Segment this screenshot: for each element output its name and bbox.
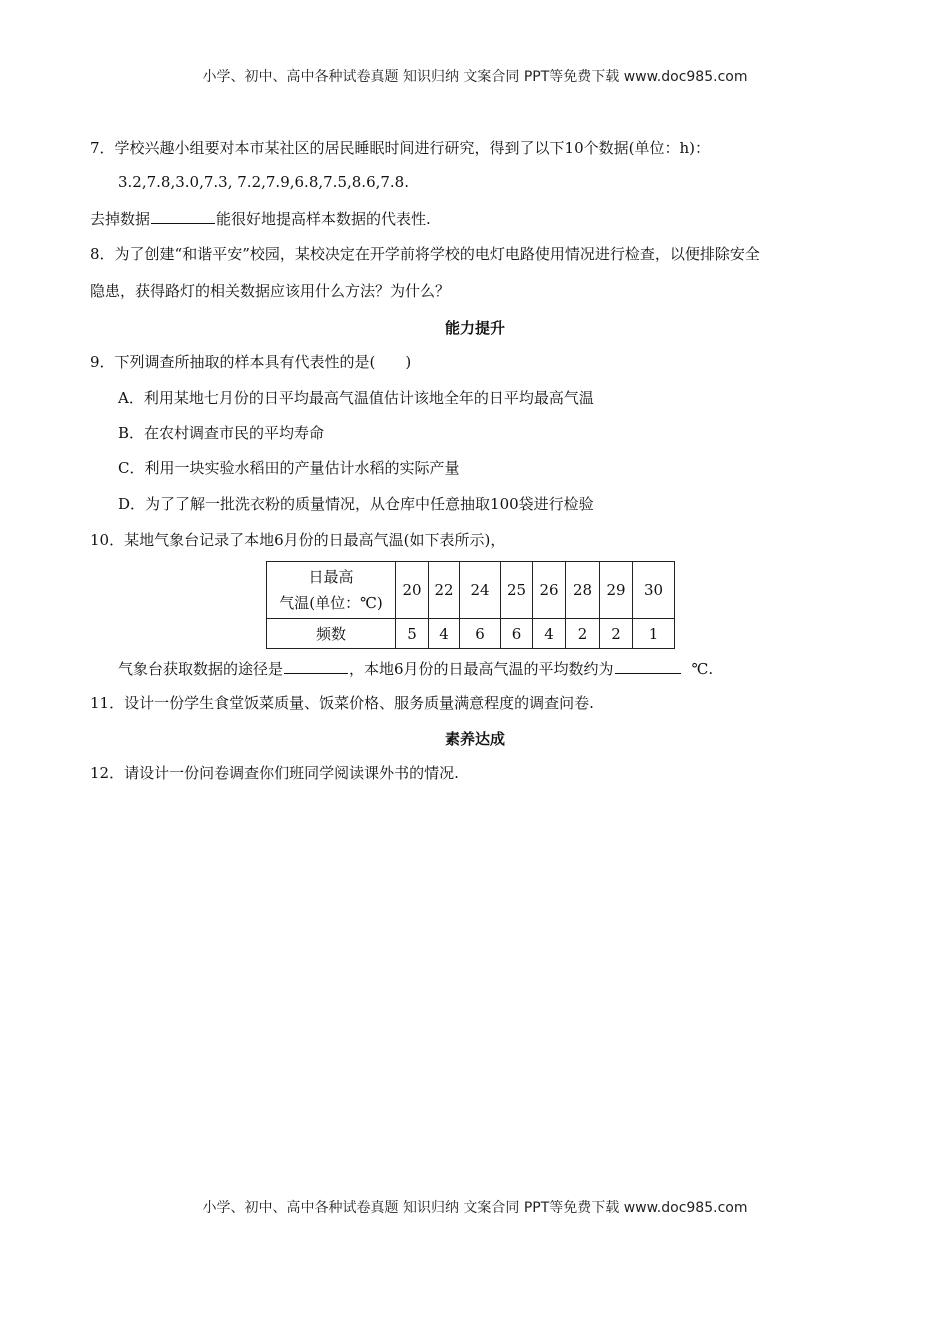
question-7-data: 3.2,7.8,3.0,7.3, 7.2,7.9,6.8,7.5,8.6,7.8. <box>118 173 409 191</box>
table-cell: 26 <box>533 562 566 619</box>
answer-blank <box>284 658 348 674</box>
table-header-temperature <box>267 562 396 619</box>
table-cell: 28 <box>566 562 600 619</box>
question-9-stem: 9．下列调查所抽取的样本具有代表性的是( ) <box>90 353 412 371</box>
table-row <box>267 619 675 649</box>
table-header-frequency: 频数 <box>267 619 396 649</box>
answer-blank <box>151 208 215 224</box>
question-10-prefix: 气象台获取数据的途径是 <box>118 660 284 678</box>
question-10-middle: ，本地6月份的日最高气温的平均数约为 <box>349 660 614 678</box>
question-8-line1: 8．为了创建“和谐平安”校园，某校决定在开学前将学校的电灯电路使用情况进行检查，以便排除安全 <box>90 245 760 263</box>
page-header: 小学、初中、高中各种试卷真题 知识归纳 文案合同 PPT等免费下载 www.doc985.com <box>202 69 748 85</box>
table-cell: 30 <box>633 562 675 619</box>
table-row <box>267 562 675 619</box>
table-cell: 20 <box>396 562 429 619</box>
table-cell: 24 <box>460 562 501 619</box>
table-cell: 4 <box>533 619 566 649</box>
header-line-2: 气温(单位：℃) <box>279 594 383 612</box>
question-9-option-b: B．在农村调查市民的平均寿命 <box>118 424 325 442</box>
question-8-line2: 隐患，获得路灯的相关数据应该用什么方法？为什么？ <box>90 282 451 300</box>
question-10-suffix: ℃. <box>691 660 714 678</box>
table-cell: 2 <box>600 619 633 649</box>
question-9-option-d: D．为了了解一批洗衣粉的质量情况，从仓库中任意抽取100袋进行检验 <box>118 495 594 513</box>
table-cell: 6 <box>460 619 501 649</box>
page-footer: 小学、初中、高中各种试卷真题 知识归纳 文案合同 PPT等免费下载 www.doc985.com <box>202 1200 748 1216</box>
table-cell: 29 <box>600 562 633 619</box>
question-7-suffix: 能很好地提高样本数据的代表性. <box>216 210 431 228</box>
question-9-option-a: A．利用某地七月份的日平均最高气温值估计该地全年的日平均最高气温 <box>118 389 594 407</box>
header-line-1: 日最高 <box>308 568 354 586</box>
question-7-prefix: 去掉数据 <box>90 210 151 228</box>
section-heading-literacy: 素养达成 <box>444 730 505 748</box>
section-heading-ability: 能力提升 <box>444 319 505 337</box>
table-cell: 4 <box>429 619 460 649</box>
table-cell: 2 <box>566 619 600 649</box>
question-7-line3 <box>90 208 431 229</box>
question-7-stem: 7．学校兴趣小组要对本市某社区的居民睡眠时间进行研究，得到了以下10个数据(单位：h)： <box>90 139 710 157</box>
table-cell: 6 <box>501 619 533 649</box>
question-12: 12．请设计一份问卷调查你们班同学阅读课外书的情况. <box>90 764 459 782</box>
table-cell: 25 <box>501 562 533 619</box>
question-10-answer-line <box>118 658 713 679</box>
table-cell: 5 <box>396 619 429 649</box>
question-10-stem: 10．某地气象台记录了本地6月份的日最高气温(如下表所示)， <box>90 531 506 549</box>
table-cell: 1 <box>633 619 675 649</box>
question-9-option-c: C．利用一块实验水稻田的产量估计水稻的实际产量 <box>118 459 460 477</box>
table-cell: 22 <box>429 562 460 619</box>
answer-blank <box>615 658 681 674</box>
temperature-table <box>266 561 675 649</box>
question-11: 11．设计一份学生食堂饭菜质量、饭菜价格、服务质量满意程度的调查问卷. <box>90 694 594 712</box>
